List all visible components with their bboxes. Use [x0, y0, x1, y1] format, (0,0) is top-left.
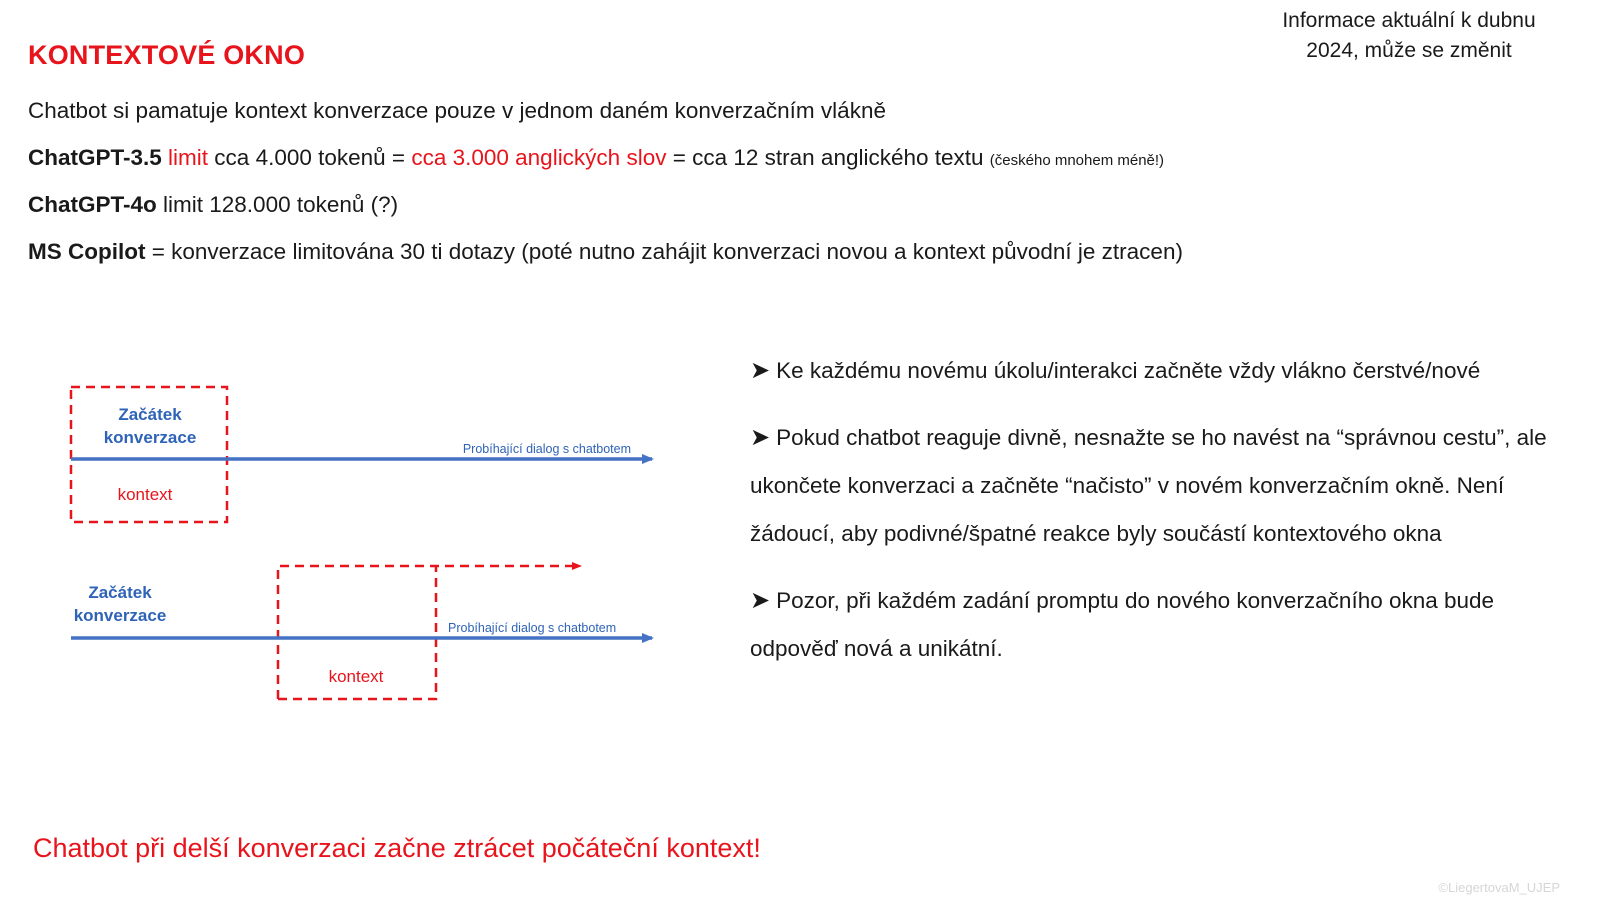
- chatgpt4o-line: [28, 188, 1183, 235]
- chatgpt35-line: [28, 141, 1183, 188]
- arrow-bullet-icon: ➤: [750, 587, 771, 614]
- info-note-line-2: 2024, může se změnit: [1306, 39, 1512, 62]
- chatgpt35-tokens: cca 4.000 tokenů =: [208, 145, 412, 170]
- advice-item: [750, 414, 1570, 558]
- watermark: ©LiegertovaM_UJEP: [1438, 880, 1560, 895]
- chatgpt35-pages: = cca 12 stran anglického textu: [666, 145, 990, 170]
- chatgpt35-note: (českého mnohem méně!): [989, 152, 1165, 169]
- limit-word: limit: [168, 145, 209, 170]
- warning-footer: Chatbot při delší konverzaci začne ztrácet počáteční kontext!: [33, 833, 761, 863]
- advice-text-2: Pokud chatbot reaguje divně, nesnažte se ho navést na “správnou cestu”, ale ukončete konverzaci a začněte “načisto” v novém konverzačním okně. Není žádoucí, aby podivné/špatné reakce byly součástí kontextového okna: [750, 425, 1547, 546]
- arrow-bullet-icon: ➤: [750, 424, 771, 451]
- start-label-bottom-2: konverzace: [73, 606, 167, 625]
- copilot-label: MS Copilot: [28, 239, 146, 264]
- advice-item: [750, 347, 1570, 395]
- advice-list: [750, 347, 1570, 692]
- start-label-top-2: konverzace: [103, 428, 197, 447]
- context-label-top: kontext: [117, 485, 173, 504]
- intro-line: Chatbot si pamatuje kontext konverzace pouze v jednom daném konverzačním vlákně: [28, 98, 886, 123]
- dialog-label-bottom: Probíhající dialog s chatbotem: [448, 621, 617, 635]
- arrow-bullet-icon: ➤: [750, 357, 771, 384]
- info-note: [1264, 6, 1554, 66]
- dialog-label-top: Probíhající dialog s chatbotem: [462, 442, 631, 456]
- start-label-top-1: Začátek: [118, 405, 182, 424]
- start-label-bottom-1: Začátek: [88, 583, 152, 602]
- chatgpt35-words: cca 3.000 anglických slov: [411, 145, 667, 170]
- advice-text-1: Ke každému novému úkolu/interakci začněte vždy vlákno čerstvé/nové: [776, 358, 1481, 383]
- chatgpt4o-label: ChatGPT-4o: [28, 192, 157, 217]
- chatgpt35-label: ChatGPT-3.5: [28, 145, 162, 170]
- context-label-bottom: kontext: [328, 667, 384, 686]
- intro-text: [28, 94, 1183, 282]
- info-note-line-1: Informace aktuální k dubnu: [1282, 9, 1536, 32]
- copilot-limit: = konverzace limitována 30 ti dotazy (poté nutno zahájit konverzaci novou a kontext původní je ztracen): [145, 239, 1183, 264]
- chatgpt4o-limit: limit 128.000 tokenů (?): [156, 192, 399, 217]
- context-window-diagram: [0, 330, 700, 730]
- slide-title: KONTEXTOVÉ OKNO: [28, 40, 306, 70]
- advice-text-3: Pozor, při každém zadání promptu do nového konverzačního okna bude odpověď nová a unikátní.: [750, 588, 1495, 661]
- copilot-line: [28, 235, 1183, 282]
- advice-item: [750, 577, 1570, 673]
